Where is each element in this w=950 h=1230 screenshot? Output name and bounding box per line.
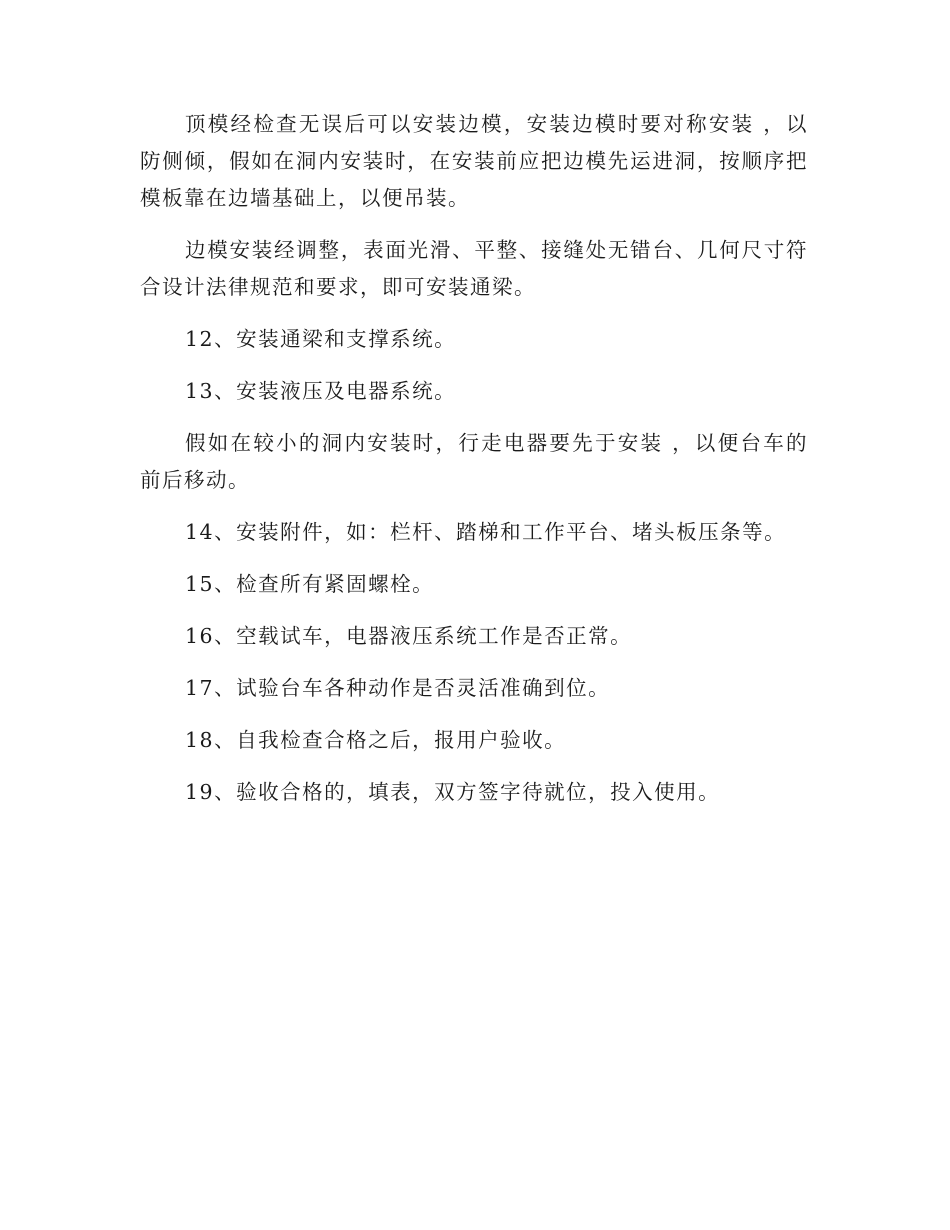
paragraph-step-12: 12、安装通梁和支撑系统。	[185, 327, 457, 351]
paragraph-step-17: 17、试验台车各种动作是否灵活准确到位。	[185, 676, 611, 700]
paragraph-step-16: 16、空载试车，电器液压系统工作是否正常。	[185, 624, 633, 648]
paragraph-small-tunnel-note: 假如在较小的洞内安装时，行走电器要先于安装 ，以便台车的前后移动。	[140, 431, 808, 492]
paragraph-step-18: 18、自我检查合格之后，报用户验收。	[185, 728, 567, 752]
paragraph-step-15: 15、检查所有紧固螺栓。	[185, 572, 435, 596]
paragraph-side-form-install: 顶模经检查无误后可以安装边模，安装边模时要对称安装 ，以防侧倾，假如在洞内安装时，在安装前应把边模先运进洞，按顺序把模板靠在边墙基础上，以便吊装。	[140, 112, 808, 210]
paragraph-step-14: 14、安装附件，如：栏杆、踏梯和工作平台、堵头板压条等。	[185, 520, 787, 544]
paragraph-step-13: 13、安装液压及电器系统。	[185, 379, 457, 403]
paragraph-step-19: 19、验收合格的，填表，双方签字待就位，投入使用。	[185, 780, 721, 804]
document-body	[140, 106, 808, 826]
paragraph-side-form-adjust: 边模安装经调整，表面光滑、平整、接缝处无错台、几何尺寸符合设计法律规范和要求，即可安装通梁。	[140, 238, 808, 299]
